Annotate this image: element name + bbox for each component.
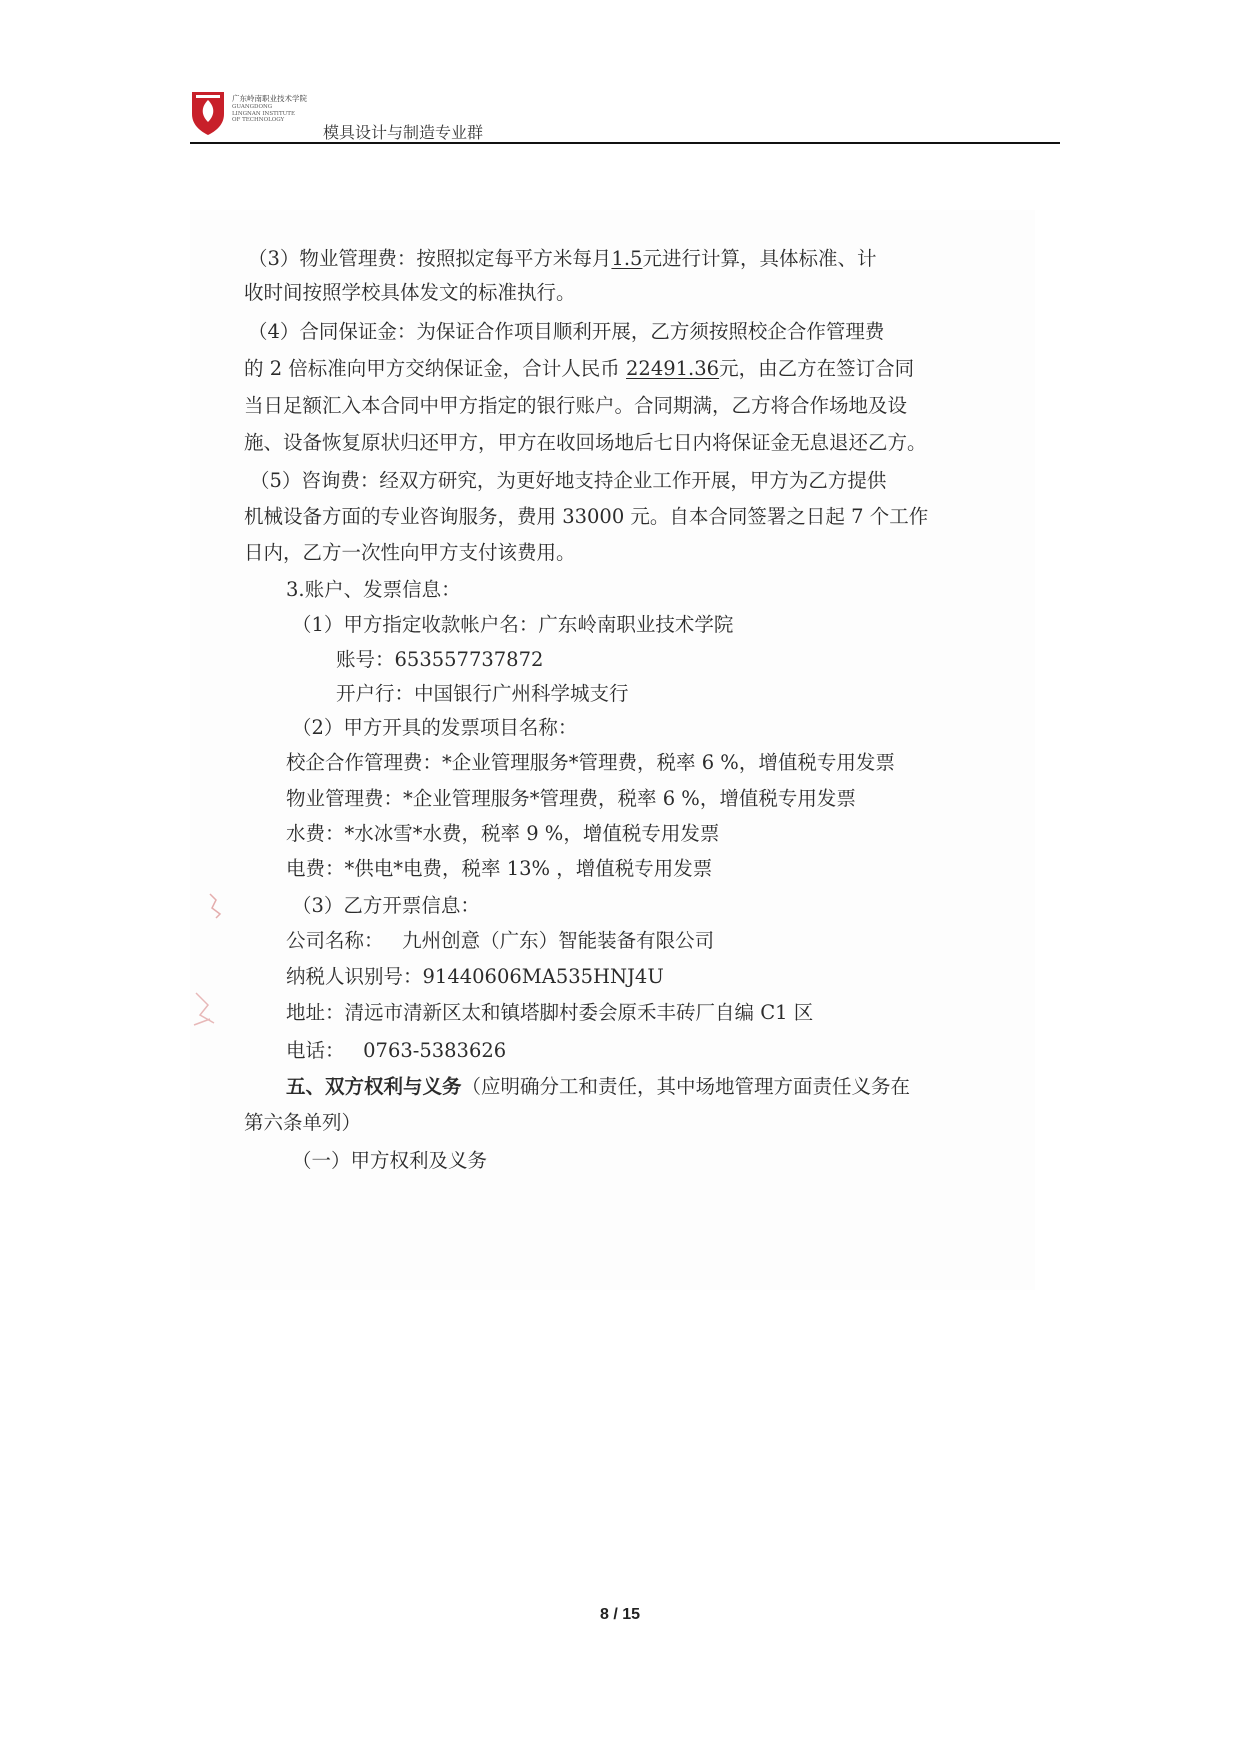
text-line: 当日足额汇入本合同中甲方指定的银行账户。合同期满，乙方将合作场地及设	[244, 394, 908, 417]
label: 公司名称：	[286, 929, 384, 952]
text: 元，由乙方在签订合同	[719, 357, 915, 380]
text: 的 2 倍标准向甲方交纳保证金，合计人民币	[244, 357, 620, 380]
stamp-mark-icon	[190, 985, 236, 1031]
text-line: （5）咨询费：经双方研究，为更好地支持企业工作开展，甲方为乙方提供	[250, 469, 887, 492]
stamp-mark-icon	[206, 890, 230, 920]
heading: 五、双方权利与义务	[286, 1075, 462, 1098]
text: 元进行计算，具体标准、计	[642, 247, 877, 270]
text-line	[336, 681, 629, 707]
tax-id: 91440606MA535HNJ4U	[422, 965, 664, 988]
text-line	[286, 928, 714, 954]
text-line	[286, 1038, 506, 1064]
school-name-en: GUANGDONG LINGNAN INSTITUTE OF TECHNOLOGY	[232, 104, 295, 123]
section-title: 3.账户、发票信息：	[286, 578, 461, 601]
text-line: 收时间按照学校具体发文的标准执行。	[244, 281, 576, 304]
address: 清远市清新区太和镇塔脚村委会原禾丰砖厂自编 C1 区	[344, 1001, 814, 1024]
text-line	[286, 964, 664, 990]
label: 地址：	[286, 1001, 345, 1024]
text-line: 机械设备方面的专业咨询服务，费用 33000 元。自本合同签署之日起 7 个工作	[244, 505, 929, 528]
text-line	[244, 356, 914, 382]
bank-name: 中国银行广州科学城支行	[414, 682, 629, 705]
school-name: 广东岭南职业技术学院	[232, 94, 307, 103]
invoice-item: 电费：*供电*电费，税率 13% ，增值税专用发票	[286, 857, 713, 880]
text-line: 日内，乙方一次性向甲方支付该费用。	[244, 541, 576, 564]
invoice-item: 校企合作管理费：*企业管理服务*管理费，税率 6 %，增值税专用发票	[286, 751, 895, 774]
group-title: 模具设计与制造专业群	[323, 123, 484, 142]
school-logo-icon	[190, 90, 226, 136]
text: （3）物业管理费：按照拟定每平方米每月	[248, 247, 612, 270]
label: 开户行：	[336, 682, 415, 705]
label: 电话：	[286, 1039, 345, 1062]
company-name: 九州创意（广东）智能装备有限公司	[402, 929, 715, 952]
section-heading	[286, 1074, 910, 1100]
text-line: （4）合同保证金：为保证合作项目顺利开展，乙方须按照校企合作管理费	[248, 320, 885, 343]
label: 账号：	[336, 648, 395, 671]
phone-number: 0763-5383626	[363, 1039, 507, 1062]
text-line: （1）甲方指定收款帐户名：广东岭南职业技术学院	[292, 613, 734, 636]
header-rule	[190, 142, 1060, 144]
text-line: 第六条单列）	[244, 1111, 362, 1134]
value: 1.5	[611, 247, 643, 270]
text-line	[336, 647, 543, 673]
invoice-item: 物业管理费：*企业管理服务*管理费，税率 6 %，增值税专用发票	[286, 787, 856, 810]
text-line	[248, 246, 876, 272]
page-header	[190, 88, 1060, 146]
invoice-item: 水费：*水冰雪*水费，税率 9 %，增值税专用发票	[286, 822, 720, 845]
text-line: 施、设备恢复原状归还甲方，甲方在收回场地后七日内将保证金无息退还乙方。	[244, 431, 927, 454]
page-number: 8 / 15	[599, 1606, 641, 1623]
text: （应明确分工和责任，其中场地管理方面责任义务在	[461, 1075, 911, 1098]
text-line	[286, 1000, 813, 1026]
text-line: （2）甲方开具的发票项目名称：	[292, 716, 578, 739]
account-number: 653557737872	[394, 648, 544, 671]
text-line: （3）乙方开票信息：	[292, 894, 480, 917]
label: 纳税人识别号：	[286, 965, 423, 988]
text-line: （一）甲方权利及义务	[292, 1149, 488, 1172]
deposit-amount: 22491.36	[626, 357, 720, 380]
